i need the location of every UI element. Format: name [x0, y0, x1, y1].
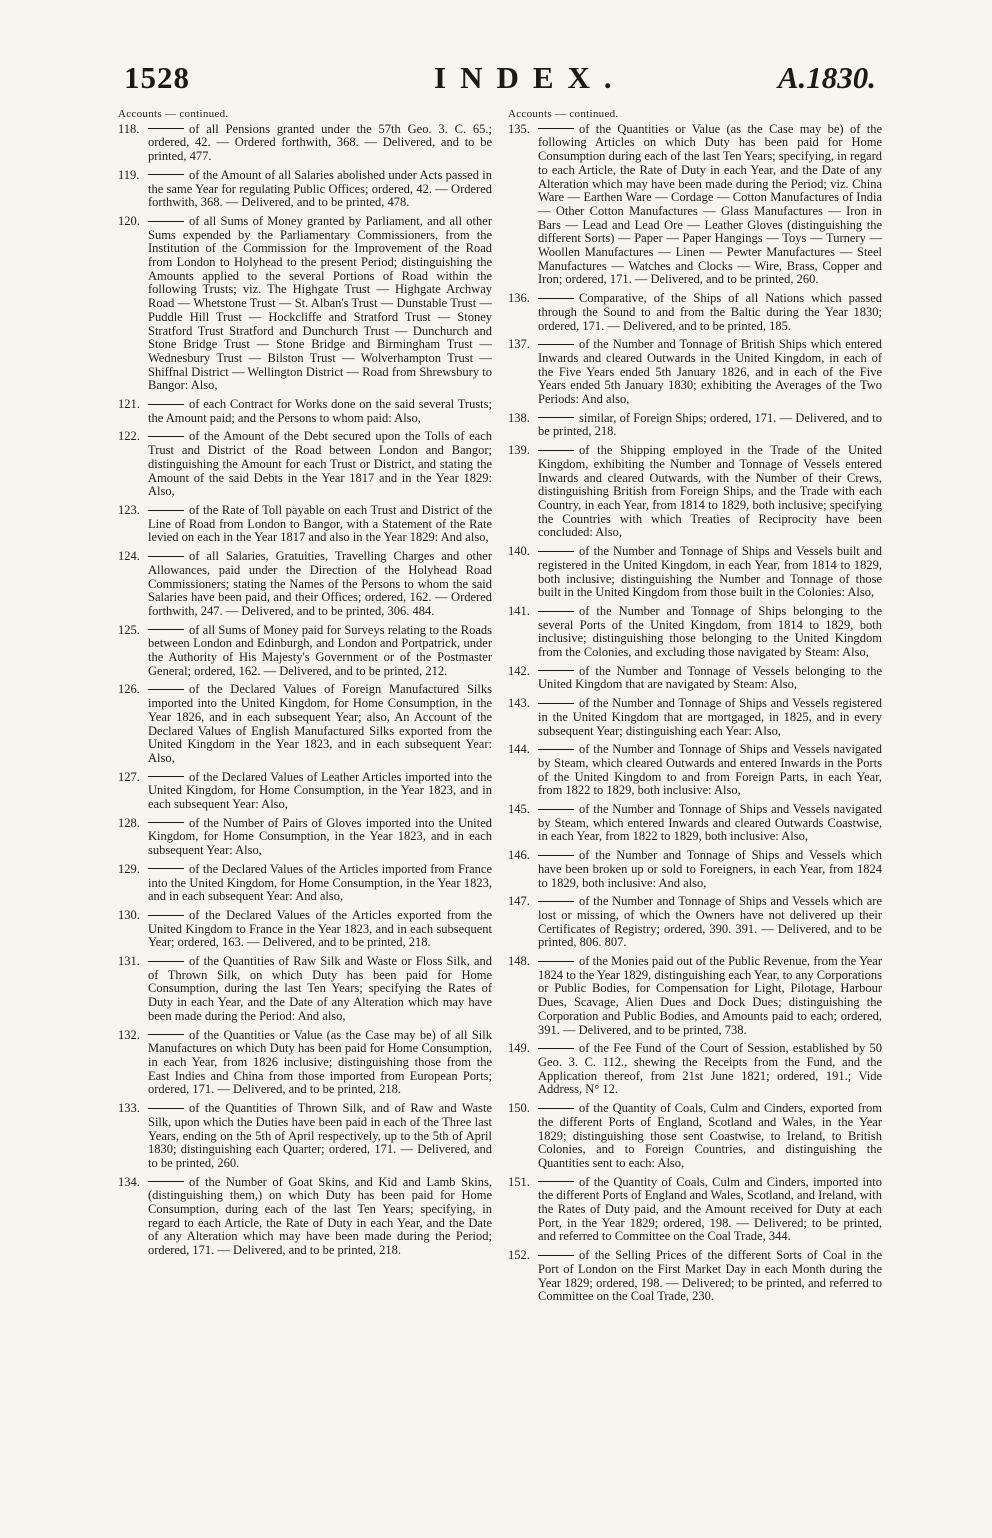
ditto-rule — [538, 551, 574, 552]
index-entry — [508, 803, 882, 844]
page-title: INDEX. — [434, 60, 626, 95]
index-entry — [118, 215, 492, 393]
index-entry — [508, 338, 882, 407]
index-entry — [508, 849, 882, 890]
index-entry — [508, 605, 882, 660]
entry-number: 120. — [118, 213, 140, 228]
index-entry — [508, 895, 882, 950]
index-entry — [118, 1176, 492, 1258]
ditto-rule — [148, 1181, 184, 1182]
entry-number: 141. — [508, 603, 530, 618]
entry-text: of the Number of Pairs of Gloves imported into the United Kingdom, for Home Consumption, in the Year 1823, and in each subsequent Year: Also, — [148, 815, 492, 858]
entry-number: 135. — [508, 121, 530, 136]
index-entry — [118, 771, 492, 812]
entry-number: 128. — [118, 815, 140, 830]
entry-text: of the Declared Values of the Articles imported from France into the United Kingdom, for Home Consumption, in the Year 1823, and in each subsequent Year: And also, — [148, 861, 492, 904]
entry-number: 143. — [508, 696, 530, 711]
entry-text: of the Amount of the Debt secured upon the Tolls of each Trust and District of the Road between London and Bangor; distinguishing the Amount for each Trust or District, and stating the Amount of the said Debts in the Year 1817 and in the Year 1829: Also, — [148, 429, 492, 499]
index-entry — [118, 1029, 492, 1098]
entry-number: 129. — [118, 861, 140, 876]
entry-text: of the Number and Tonnage of Vessels belonging to the United Kingdom that are navigated by Steam: Also, — [538, 663, 882, 692]
ditto-rule — [148, 404, 184, 405]
entry-number: 150. — [508, 1101, 530, 1116]
entry-text: of the Number of Goat Skins, and Kid and Lamb Skins, (distinguishing them,) on which Duty has been paid for Home Consumption, during each of the last Ten Years; specifying, in regard to each Article, the Rate of Duty in each Year, and the Date of any Alteration which may have been made during the Period; ordered, 171. — Delivered, and to be printed, 218. — [148, 1174, 492, 1258]
ditto-rule — [538, 1048, 574, 1049]
ditto-rule — [538, 1181, 574, 1182]
index-entry — [508, 955, 882, 1037]
entry-text: Comparative, of the Ships of all Nations which passed through the Sound to and from the Baltic during the Year 1830; ordered, 171. — Delivered, and to be printed, 185. — [538, 291, 882, 333]
index-entry — [508, 1042, 882, 1097]
index-entry — [508, 412, 882, 439]
ditto-rule — [538, 344, 574, 345]
ditto-rule — [148, 128, 184, 129]
ditto-rule — [538, 298, 574, 299]
entry-text: of the Declared Values of Leather Articles imported into the United Kingdom, for Home Consumption, in the Year 1823, and in each subsequent Year: Also, — [148, 769, 492, 812]
index-entry — [118, 955, 492, 1024]
entry-number: 145. — [508, 802, 530, 817]
index-entry — [508, 1102, 882, 1171]
entry-text: of the Quantities or Value (as the Case may be) of the following Articles on which Duty has been paid for Home Consumption during each of the last Ten Years; specifying, in regard to each Article, the Rate of Duty in each Year, and the Date of any Alteration which may have been made during the Period; viz. China Ware — Earthen Ware — Cordage — Cotton Manufactures of India — Other Cotton Manufactures — Glass Manufactures — Iron in Bars — Lead and Lead Ore — Leather Gloves (distinguishing the different Sorts) — Paper — Paper Hangings — Toys — Turnery — Woollen Manufactures — Linen — Pewter Manufactures — Steel Manufactures — Watches and Clocks — Wire, Brass, Copper and Iron; ordered, 171. — Delivered, and to be printed, 260. — [538, 121, 882, 287]
entry-number: 123. — [118, 502, 140, 517]
ditto-rule — [538, 703, 574, 704]
index-entry — [118, 398, 492, 425]
entry-text: of the Number and Tonnage of British Ships which entered Inwards and cleared Outwards in the United Kingdom, in each of the Five Years ended 5th January 1826, and in each of the Five Years ended 5th January 1830; exhibiting the Averages of the Two Periods: And also, — [538, 337, 882, 407]
entry-text: of all Salaries, Gratuities, Travelling Charges and other Allowances, paid under the Direction of the Holyhead Road Commissioners; stating the Names of the Persons to whom the said Salaries have been paid, and their Offices; ordered, 162. — Ordered forthwith, 247. — Delivered, and to be printed, 306. 484. — [148, 549, 492, 618]
ditto-rule — [148, 1108, 184, 1109]
entry-number: 134. — [118, 1174, 140, 1189]
index-entry — [508, 545, 882, 600]
entry-number: 136. — [508, 291, 530, 306]
continued-heading: Accounts — continued. — [508, 108, 619, 120]
ditto-rule — [148, 776, 184, 777]
ditto-rule — [538, 417, 574, 418]
entry-number: 126. — [118, 682, 140, 697]
entry-number: 151. — [508, 1174, 530, 1189]
entry-text: of all Sums of Money granted by Parliament, and all other Sums expended by the Parliamentary Commissioners, from the Institution of the Commission for the Improvement of the Road from London to Holyhead to the present Period; distinguishing the Amounts applied to the several Portions of Road within the following Trusts; viz. The Highgate Trust — Highgate Archway Road — Whetstone Trust — St. Alban's Trust — Dunstable Trust — Puddle Hill Trust — Hockcliffe and Stratford Trust — Stoney Stratford Trust Stratford and Dunchurch Trust — Dunchurch and Stone Bridge Trust — Stone Bridge and Birmingham Trust — Wednesbury Trust — Bilston Trust — Wolverhampton Trust — Shiffnal District — Wellington District — Road from Shrewsbury to Bangor: Also, — [148, 213, 492, 393]
entry-number: 122. — [118, 429, 140, 444]
right-entries — [508, 123, 882, 1304]
index-entry — [118, 683, 492, 765]
entry-number: 125. — [118, 622, 140, 637]
left-entries — [118, 123, 492, 1258]
entry-number: 137. — [508, 337, 530, 352]
entry-number: 131. — [118, 954, 140, 969]
index-entry — [118, 504, 492, 545]
index-entry — [118, 624, 492, 679]
index-entry — [118, 909, 492, 950]
entry-number: 139. — [508, 443, 530, 458]
left-column — [118, 108, 492, 1263]
ditto-rule — [148, 915, 184, 916]
entry-text: of the Number and Tonnage of Ships and Vessels which are lost or missing, of which the Owners have not delivered up their Certificates of Registry; ordered, 390. 391. — Delivered, and to be printed, 806. 807. — [538, 894, 882, 950]
entry-text: of the Fee Fund of the Court of Session, established by 50 Geo. 3. C. 112., shewing the Receipts from the Fund, and the Application thereof, from 21st June 1821; ordered, 191.; Vide Address, N° 12. — [538, 1041, 882, 1097]
entry-text: of each Contract for Works done on the said several Trusts; the Amount paid; and the Persons to whom paid: Also, — [148, 397, 492, 425]
ditto-rule — [538, 855, 574, 856]
entry-number: 152. — [508, 1248, 530, 1263]
index-entry — [118, 550, 492, 619]
entry-number: 138. — [508, 410, 530, 425]
page-header — [124, 60, 876, 104]
entry-text: of the Rate of Toll payable on each Trust and District of the Line of Road from London to Bangor, with a Statement of the Rate levied on each in the Year 1817 and also in the Year 1829: And also, — [148, 502, 492, 545]
entry-number: 130. — [118, 907, 140, 922]
index-entry — [118, 430, 492, 499]
entry-number: 144. — [508, 742, 530, 757]
ditto-rule — [148, 822, 184, 823]
entry-number: 140. — [508, 544, 530, 559]
entry-number: 124. — [118, 549, 140, 564]
ditto-rule — [538, 749, 574, 750]
ditto-rule — [148, 174, 184, 175]
entry-text: of the Monies paid out of the Public Revenue, from the Year 1824 to the Year 1829, distinguishing each Year, to any Corporations or Public Bodies, for Compensation for Light, Pilotage, Harbour Dues, Scavage, Alien Dues and Dock Dues; distinguishing the Corporation and Public Bodies, and Amounts paid to each; ordered, 391. — Delivered, and to be printed, 738. — [538, 954, 882, 1037]
ditto-rule — [148, 436, 184, 437]
entry-text: of the Shipping employed in the Trade of the United Kingdom, exhibiting the Number and Tonnage of Vessels entered Inwards and cleared Outwards, with the Number of their Crews, distinguishing British from Foreign Ships, and the Trade with each Country, in each Year, from 1814 to 1829, both inclusive; specifying the Countries with which Treaties of Reciprocity have been concluded: Also, — [538, 443, 882, 540]
index-entry — [118, 1102, 492, 1171]
index-entry — [508, 697, 882, 738]
right-column — [508, 108, 882, 1309]
entry-text: of the Number and Tonnage of Ships and Vessels registered in the United Kingdom that are mortgaged, in 1825, and in every subsequent Year; distinguishing each Year: Also, — [538, 696, 882, 738]
entry-text: similar, of Foreign Ships; ordered, 171. — Delivered, and to be printed, 218. — [538, 410, 882, 439]
entry-text: of the Number and Tonnage of Ships and Vessels navigated by Steam, which cleared Outwards and entered Inwards in the Ports of the United Kingdom to and from Foreign Parts, in each Year, from 1822 to 1829, both inclusive: Also, — [538, 742, 882, 798]
entry-text: of the Number and Tonnage of Ships belonging to the several Ports of the United Kingdom, from 1814 to 1829, both inclusive; distinguishing those belonging to the United Kingdom from the Colonies, and excluding those navigated by Steam: Also, — [538, 603, 882, 660]
index-entry — [508, 1249, 882, 1304]
entry-text: of the Amount of all Salaries abolished under Acts passed in the same Year for regulating Public Offices; ordered, 42. — Ordered forthwith, 368. — Delivered, and to be printed, 478. — [148, 167, 492, 210]
entry-number: 148. — [508, 954, 530, 969]
entry-text: of the Quantities of Raw Silk and Waste or Floss Silk, and of Thrown Silk, on which Duty has been paid for Home Consumption, during the last Ten Years; specifying the Rates of Duty in each Year, and the Date of any Alteration which may have been made during the Period: And also, — [148, 954, 492, 1023]
entry-number: 118. — [118, 121, 140, 136]
entry-text: of the Quantities of Thrown Silk, and of Raw and Waste Silk, upon which the Duties have been paid in each of the Three last Years, ending on the 5th of April respectively, up to the 5th of April 1830; distinguishing each Quarter; ordered, 171. — Delivered, and to be printed, 260. — [148, 1101, 492, 1170]
index-entry — [508, 743, 882, 798]
entry-text: of the Quantity of Coals, Culm and Cinders, exported from the different Ports of England, Scotland and Wales, in the Year 1829; distinguishing those sent Coastwise, to Ireland, to British Colonies, and to Foreign Countries, and distinguishing the Quantities sent to each: Also, — [538, 1101, 882, 1170]
continued-heading: Accounts — continued. — [118, 108, 229, 120]
ditto-rule — [148, 868, 184, 869]
index-entry — [508, 292, 882, 333]
ditto-rule — [148, 1034, 184, 1035]
entry-number: 132. — [118, 1027, 140, 1042]
entry-text: of the Quantities or Value (as the Case may be) of all Silk Manufactures on which Duty has been paid for Home Consumption, in each Year, from 1826 inclusive; distinguishing those from the East Indies and China from those imported from European Ports; ordered, 171. — Delivered, and to be printed, 218. — [148, 1027, 492, 1097]
entry-number: 142. — [508, 663, 530, 678]
ditto-rule — [538, 1108, 574, 1109]
index-entry — [118, 123, 492, 164]
ditto-rule — [148, 689, 184, 690]
ditto-rule — [538, 809, 574, 810]
page-year: A.1830. — [777, 60, 876, 95]
entry-number: 121. — [118, 397, 140, 412]
entry-text: of the Declared Values of Foreign Manufactured Silks imported into the United Kingdom, for Home Consumption, in the Year 1826, and in each subsequent Year; also, An Account of the Declared Values of English Manufactured Silks exported from the United Kingdom in the Year 1823, and in each subsequent Year: Also, — [148, 682, 492, 765]
index-entry — [508, 1176, 882, 1245]
ditto-rule — [538, 901, 574, 902]
entry-number: 146. — [508, 848, 530, 863]
entry-text: of the Number and Tonnage of Ships and Vessels which have been broken up or sold to Foreigners, in each Year, from 1824 to 1829, both inclusive: And also, — [538, 848, 882, 890]
ditto-rule — [538, 128, 574, 129]
ditto-rule — [538, 670, 574, 671]
entry-text: of all Pensions granted under the 57th Geo. 3. C. 65.; ordered, 42. — Ordered forthwith, 368. — Delivered, and to be printed, 477. — [148, 121, 492, 164]
ditto-rule — [148, 629, 184, 630]
index-entry — [118, 169, 492, 210]
index-entry — [118, 863, 492, 904]
index-entry — [508, 444, 882, 540]
index-entry — [508, 123, 882, 287]
ditto-rule — [538, 1255, 574, 1256]
ditto-rule — [148, 510, 184, 511]
ditto-rule — [538, 611, 574, 612]
entry-text: of the Declared Values of the Articles exported from the United Kingdom to France in the Year 1823, and in each subsequent Year; ordered, 163. — Delivered, and to be printed, 218. — [148, 907, 492, 950]
ditto-rule — [538, 961, 574, 962]
entry-text: of the Selling Prices of the different Sorts of Coal in the Port of London on the First Market Day in each Month during the Year 1829; ordered, 198. — Delivered; to be printed, and referred to Committee on the Coal Trade, 230. — [538, 1248, 882, 1304]
ditto-rule — [538, 450, 574, 451]
entry-number: 127. — [118, 769, 140, 784]
index-entry — [118, 817, 492, 858]
ditto-rule — [148, 221, 184, 222]
entry-number: 133. — [118, 1101, 140, 1116]
index-entry — [508, 665, 882, 692]
ditto-rule — [148, 556, 184, 557]
entry-number: 119. — [118, 167, 140, 182]
entry-text: of all Sums of Money paid for Surveys relating to the Roads between London and Edinburgh, and London and Portpatrick, under the Authority of His Majesty's Government or of the Postmaster General; ordered, 162. — Delivered, and to be printed, 212. — [148, 622, 492, 678]
entry-text: of the Quantity of Coals, Culm and Cinders, imported into the different Ports of England and Wales, Scotland, and Ireland, with the Rates of Duty paid, and the Amount received for Duty at each Port, in the Year 1829; ordered, 198. — Delivered; to be printed, and referred to Committee on the Coal Trade, 344. — [538, 1174, 882, 1244]
entry-number: 147. — [508, 894, 530, 909]
entry-text: of the Number and Tonnage of Ships and Vessels navigated by Steam, which entered Inwards and cleared Outwards Coastwise, in each Year, from 1822 to 1829, both inclusive: Also, — [538, 802, 882, 844]
entry-number: 149. — [508, 1041, 530, 1056]
entry-text: of the Number and Tonnage of Ships and Vessels built and registered in the United Kingdom, in each Year, from 1814 to 1829, both inclusive; distinguishing the Number and Tonnage of those built in the United Kingdom from those built in the Colonies: Also, — [538, 544, 882, 600]
page-number: 1528 — [124, 60, 190, 95]
ditto-rule — [148, 961, 184, 962]
